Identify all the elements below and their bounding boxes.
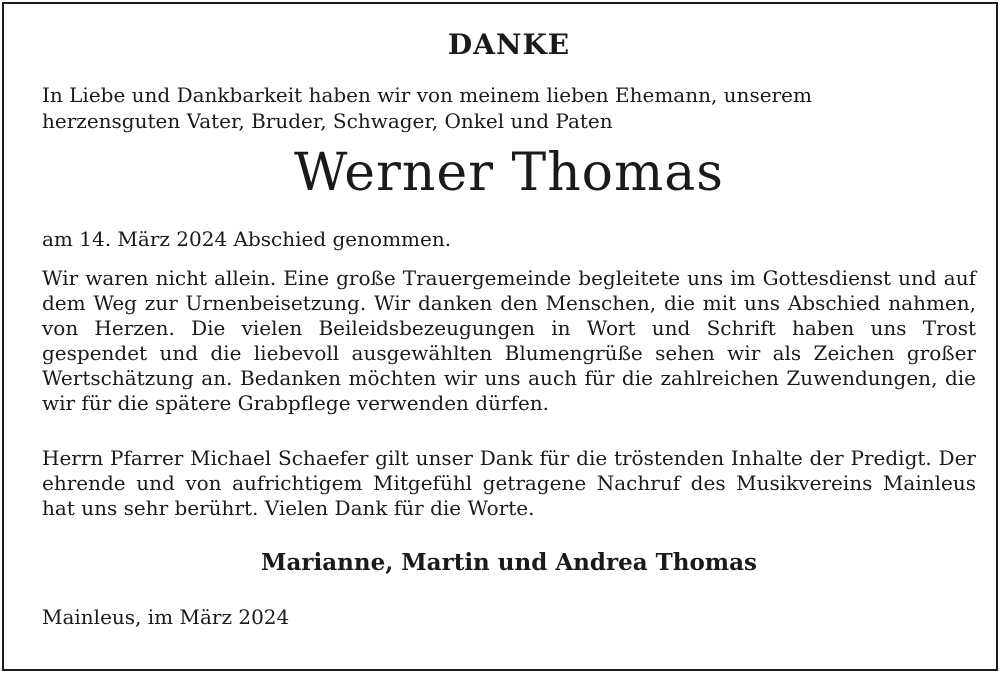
intro-text: In Liebe und Dankbarkeit haben wir von meinem lieben Ehemann, unserem herzensguten Vater, Bruder, Schwager, Onkel und Paten bbox=[42, 83, 812, 133]
signers: Marianne, Martin und Andrea Thomas bbox=[261, 549, 757, 576]
notice-heading: DANKE bbox=[447, 28, 571, 61]
place-and-date: Mainleus, im März 2024 bbox=[42, 605, 290, 629]
farewell-date-line: am 14. März 2024 Abschied genommen. bbox=[42, 227, 452, 251]
thanks-paragraph: Wir waren nicht allein. Eine große Trauergemeinde begleitete uns im Gottesdienst und auf dem Weg zur Urnenbeisetzung. Wir danken den Menschen, die mit uns Abschied nahmen, von Herzen. Die vielen Beileidsbezeugungen in Wort und Schrift haben uns Trost gespendet und die liebevoll ausgewählten Blumengrüße sehen wir als Zeichen großer Wertschätzung an. Bedanken möchten wir uns auch für die zahlreichen Zuwendungen, die wir für die spätere Grabpflege verwenden dürfen. bbox=[42, 266, 976, 415]
deceased-name: Werner Thomas bbox=[294, 143, 724, 203]
pastor-thanks-paragraph: Herrn Pfarrer Michael Schaefer gilt unser Dank für die tröstenden Inhalte der Predigt. Der ehrende und von aufrichtigem Mitgefühl getragene Nachruf des Musikvereins Mainleus hat uns sehr berührt. Vielen Dank für die Worte. bbox=[42, 446, 976, 520]
